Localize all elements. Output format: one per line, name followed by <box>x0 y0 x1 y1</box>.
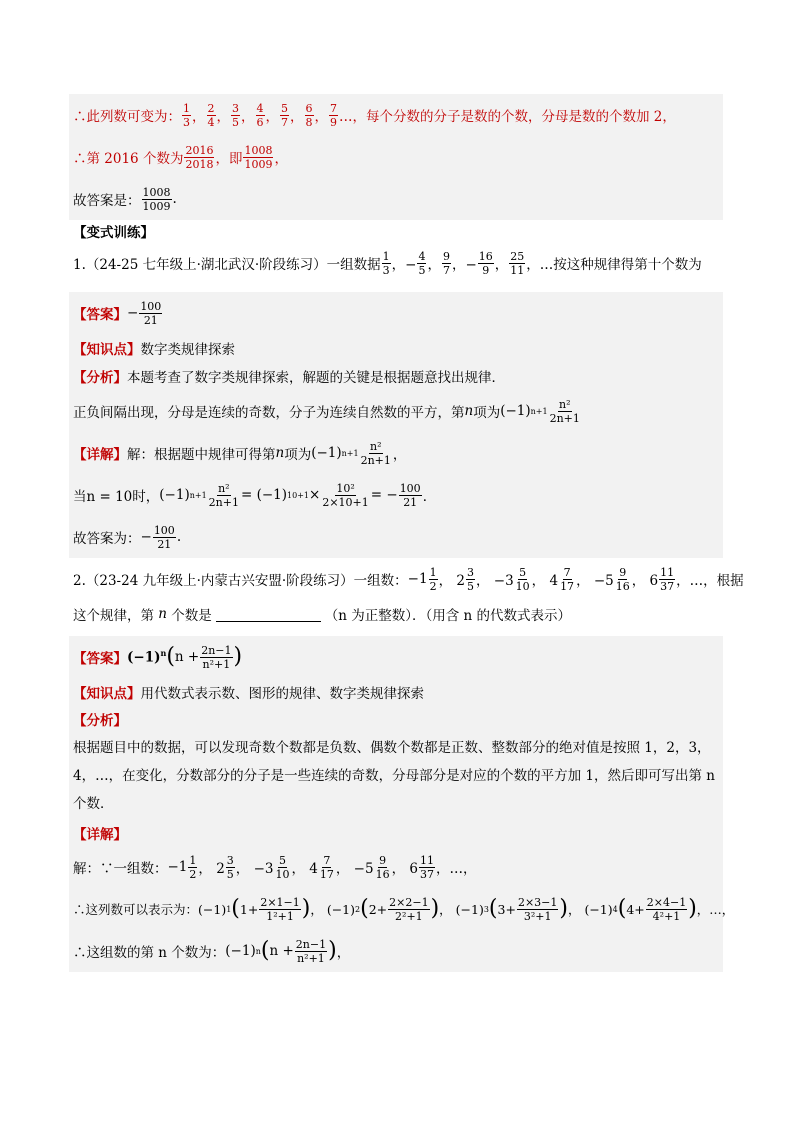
fraction: $\frac{2n-1}{\text{n²+1}}$ <box>201 643 232 671</box>
analysis-text-2: 正负间隔出现，分母是连续的奇数，分子为连续自然数的平方，第 <box>73 405 465 421</box>
q1-detail: 【详解】 解：根据题中规律可得第 n 项为 (−1) n+1 $\frac{\text{n²}}{2n+1}$ ， <box>73 439 407 467</box>
fraction: $\frac{1}{3}$ <box>382 249 390 277</box>
answer-tag: 【答案】 <box>73 651 127 667</box>
section-title: 【变式训练】 <box>73 225 154 241</box>
fraction: $\frac{2n-1}{\text{n²+1}}$ <box>295 937 327 965</box>
q2-stem-text: 2.（23-24 九年级上·内蒙古兴安盟·阶段练习）一组数： <box>73 573 408 589</box>
fraction: $\frac{\text{n²}}{2n+1}$ <box>208 481 239 509</box>
knowledge-text: 用代数式表示数、图形的规律、数字类规律探索 <box>140 686 424 702</box>
q2-analysis-tag-line <box>69 706 723 732</box>
detail-text-c: ， <box>392 447 407 463</box>
compute-n10: n = 10时， <box>86 489 160 505</box>
prev-line-3-text: 故答案是： <box>73 193 141 209</box>
q2-detail-tag-line <box>69 820 723 846</box>
q2-stem-tail: ，…，根据 <box>676 573 744 589</box>
fraction: $\frac{6}{8}$ <box>305 101 313 129</box>
fraction: $\frac{11}{37}$ <box>419 853 434 881</box>
detail-text: 解：∵一组数： <box>73 861 168 877</box>
fraction: $\frac{3}{5}$ <box>232 101 239 129</box>
detail-text-b: 项为 <box>284 447 312 463</box>
fraction: $\frac{100}{21}$ <box>399 481 421 509</box>
final-text: 故答案为： <box>73 531 141 547</box>
q2-stem-2: 这个规律，第 n 个数是 （n 为正整数）．（用含 n 的代数式表示） <box>73 606 572 624</box>
analysis-text: 根据题目中的数据，可以发现奇数个数都是负数、偶数个数都是正数、整数部分的绝对值是按照 1，2，3，4，…，在变化，分数部分的分子是一些连续的奇数，分母部分是对应的个数的平方加 1，然后即可写出第 n 个数． <box>73 740 715 812</box>
answer-tag: 【答案】 <box>73 307 127 323</box>
fraction: $\frac{1}{3}$ <box>183 101 190 129</box>
detail-text: 解：根据题中规律可得第 <box>127 447 276 463</box>
previous-solution <box>69 94 723 220</box>
fraction: $\frac{2\times 3-1}{\text{3²+1}}$ <box>517 895 558 923</box>
fraction: $\frac{11}{37}$ <box>660 565 675 593</box>
q2-answer: 【答案】 $(-1)^n$ ( n + $\frac{2n-1}{\text{n²+1}}$ ) <box>73 643 243 671</box>
q2-knowledge <box>69 678 723 706</box>
knowledge-text: 数字类规律探索 <box>140 342 235 358</box>
prev-line-2-text: ∴第 2016 个数为 <box>73 151 184 167</box>
fraction: $\frac{5}{7}$ <box>281 101 288 129</box>
fraction: $\frac{100}{21}$ <box>140 299 162 327</box>
q1-knowledge <box>69 334 723 362</box>
q1-analysis-2: 正负间隔出现，分母是连续的奇数，分子为连续自然数的平方，第 n 项为 (−1) n+1 $\frac{\text{n²}}{2n+1}$ <box>73 397 580 425</box>
q1-final: 故答案为： − $\frac{100}{21}$ . <box>73 523 182 551</box>
fraction: $\frac{7}{17}$ <box>560 565 575 593</box>
fraction: $\frac{2}{4}$ <box>207 101 215 129</box>
detail-text-3: ∴这组数的第 n 个数为： <box>73 945 226 961</box>
q2-stem2-mid: 个数是 <box>171 608 212 624</box>
knowledge-tag: 【知识点】 <box>73 342 141 358</box>
analysis-text-2b: 项为 <box>473 405 501 421</box>
fraction: $\frac{1008}{1009}$ <box>142 185 171 213</box>
compute-when: 当 <box>73 489 87 505</box>
fraction: $\frac{\text{n²}}{2n+1}$ <box>360 439 391 467</box>
fraction: $\frac{5}{10}$ <box>515 565 530 593</box>
fraction: $\frac{2\times 4-1}{\text{4²+1}}$ <box>646 895 687 923</box>
q2-detail-1: 解：∵一组数： −1 $\frac{1}{2}$ ， 2 $\frac{3}{5}$ ， −3 $\frac{5}{10}$ ， 4 $\frac{7}{17}$ ， −5 $\frac{9}{16}$ ， 6 $\frac{11}{37}$ ，…， <box>73 853 477 881</box>
document-page <box>69 94 744 972</box>
fraction: $\frac{9}{16}$ <box>615 565 630 593</box>
answer-blank[interactable] <box>216 607 321 622</box>
analysis-tag: 【分析】 <box>73 713 127 729</box>
fraction: $\frac{1}{2}$ <box>189 853 197 881</box>
q1-stem-text: 1.（24-25 七年级上·湖北武汉·阶段练习）一组数据 <box>73 257 381 273</box>
q1-answer: 【答案】 − $\frac{100}{21}$ <box>73 299 162 327</box>
q1-stem-tail: ，…按这种规律得第十个数为 <box>526 257 702 273</box>
q1-compute: 当 n = 10时， (−1) n+1 $\frac{\text{n²}}{2n+1}$ = (−1) 10+1 × $\frac{\text{10²}}{2\times 10+1}$ = − $\frac{100}{21}$ ． <box>73 481 437 509</box>
prev-line-1: ∴此列数可变为： $\frac{1}{3}$ ， $\frac{2}{4}$ ， $\frac{3}{5}$ ， $\frac{4}{6}$ ， $\frac{5}{7}$ ， $\frac{6}{8}$ ， $\frac{7}{9}$ …，每个分数的分子是数的个数，分母是数的个数加 2， <box>73 101 676 129</box>
prev-line-3 <box>69 178 723 220</box>
fraction: $\frac{9}{16}$ <box>375 853 390 881</box>
detail-tag: 【详解】 <box>73 447 127 463</box>
fraction: $\frac{9}{7}$ <box>442 249 450 277</box>
fraction: $\frac{7}{9}$ <box>330 101 337 129</box>
q2-stem2-tail: （n 为正整数）．（用含 n 的代数式表示） <box>324 608 572 624</box>
q2-detail-3: ∴这组数的第 n 个数为： (−1) n ( n + $\frac{2n-1}{\text{n²+1}}$ ) ， <box>73 937 351 965</box>
q2-analysis <box>69 732 723 820</box>
q1-stem: 1.（24-25 七年级上·湖北武汉·阶段练习）一组数据 $\frac{1}{3}$ ，− $\frac{4}{5}$ ， $\frac{9}{7}$ ，− $\frac{16}{9}$ ， $\frac{25}{11}$ ，…按这种规律得第十个数为 <box>73 249 702 277</box>
q2-stem2-text: 这个规律，第 <box>73 608 154 624</box>
fraction: $\frac{4}{5}$ <box>418 249 426 277</box>
prev-line-1-text: ∴此列数可变为： <box>73 109 181 125</box>
fraction: $\frac{2\times 2-1}{\text{2²+1}}$ <box>389 895 429 923</box>
fraction: $\frac{16}{9}$ <box>478 249 493 277</box>
prev-line-2-tail: ， <box>274 151 288 167</box>
fraction: $\frac{100}{21}$ <box>153 523 175 551</box>
detail-text-3b: ， <box>336 945 351 961</box>
fraction: $\frac{1008}{1009}$ <box>244 143 273 171</box>
detail-text-2: ∴这列数可以表示为： <box>73 902 199 917</box>
q2-solution <box>69 636 735 972</box>
prev-line-1-tail: …，每个分数的分子是数的个数，分母是数的个数加 2， <box>339 109 676 125</box>
prev-line-3-tail: . <box>172 191 177 207</box>
fraction: $\frac{3}{5}$ <box>466 565 474 593</box>
fraction: $\frac{4}{6}$ <box>256 101 264 129</box>
fraction: $\frac{1}{2}$ <box>429 565 437 593</box>
final-dot: . <box>176 529 182 545</box>
q2-detail-2: ∴这列数可以表示为： (−1) 1 ( 1+ $\frac{2\times 1-1}{\text{1²+1}}$ ) ， (−1) 2 ( 2+ $\frac{2\times 2-1}{\text{2²+1}}$ ) ， (−1) 3 ( 3+ $\frac{2\times 3-1}{\text{3²+1}}$ ) ， (−1) 4 ( 4+ $\frac{2\times 4-1}{\text{4²+1}}$ ) ，…， <box>73 895 735 923</box>
detail-tag: 【详解】 <box>73 827 127 843</box>
fraction: $\frac{\text{n²}}{2n+1}$ <box>549 397 580 425</box>
fraction: $\frac{7}{17}$ <box>319 853 334 881</box>
prev-line-2-mid: ，即 <box>215 151 243 167</box>
knowledge-tag: 【知识点】 <box>73 686 141 702</box>
fraction: $\frac{2\times 1-1}{\text{1²+1}}$ <box>260 895 300 923</box>
fraction: $\frac{3}{5}$ <box>226 853 234 881</box>
q1-analysis <box>69 362 723 390</box>
analysis-tag: 【分析】 <box>73 370 127 386</box>
fraction: $\frac{25}{11}$ <box>510 249 525 277</box>
fraction: $\frac{\text{10²}}{2\times 10+1}$ <box>322 481 369 509</box>
fraction: $\frac{5}{10}$ <box>275 853 290 881</box>
q1-solution <box>69 292 723 558</box>
fraction: $\frac{2016}{2018}$ <box>185 143 214 171</box>
prev-line-2 <box>69 136 723 178</box>
analysis-text: 本题考查了数字类规律探索，解题的关键是根据题意找出规律． <box>127 370 505 386</box>
q2-stem: 2.（23-24 九年级上·内蒙古兴安盟·阶段练习）一组数： −1 $\frac{1}{2}$ ， 2 $\frac{3}{5}$ ， −3 $\frac{5}{10}$ ， 4 $\frac{7}{17}$ ， −5 $\frac{9}{16}$ ， 6 $\frac{11}{37}$ ，…，根据 <box>73 565 744 593</box>
